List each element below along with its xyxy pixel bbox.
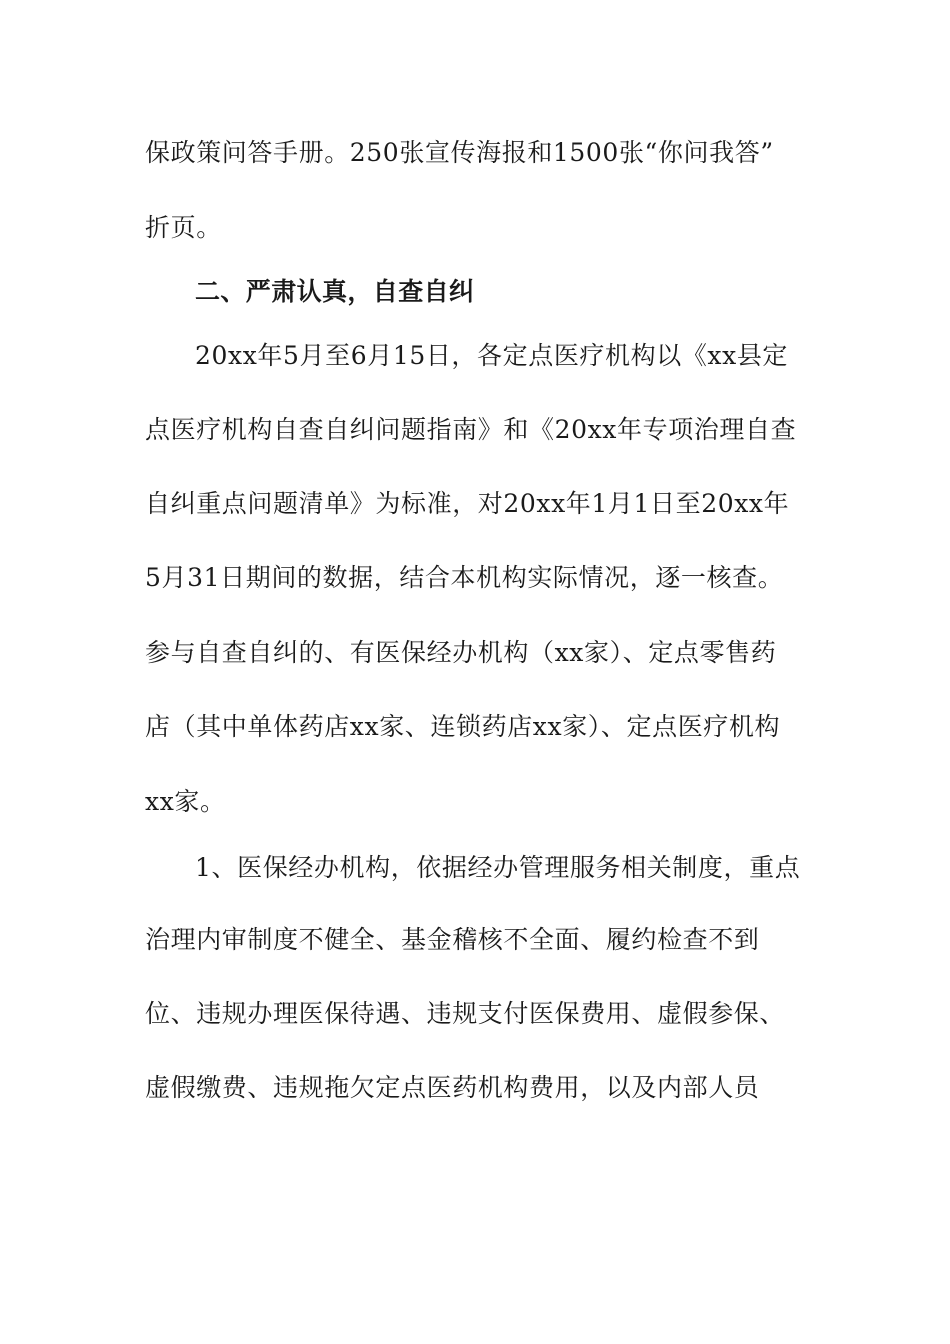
paragraph-line: 店（其中单体药店xx家、连锁药店xx家）、定点医疗机构 [145, 712, 781, 741]
paragraph-line: 虚假缴费、违规拖欠定点医药机构费用，以及内部人员 [145, 1073, 760, 1102]
paragraph-line: 5月31日期间的数据，结合本机构实际情况，逐一核查。 [145, 563, 784, 592]
section-heading: 二、严肃认真，自查自纠 [195, 277, 475, 306]
paragraph-line: 折页。 [145, 213, 222, 242]
paragraph-line: 治理内审制度不健全、基金稽核不全面、履约检查不到 [145, 925, 760, 954]
paragraph-line: xx家。 [145, 787, 226, 816]
paragraph-line: 点医疗机构自查自纠问题指南》和《20xx年专项治理自查 [145, 415, 797, 444]
paragraph-line: 20xx年5月至6月15日，各定点医疗机构以《xx县定 [195, 341, 789, 370]
paragraph-line: 保政策问答手册。250张宣传海报和1500张“你问我答” [145, 138, 774, 167]
paragraph-line: 参与自查自纠的、有医保经办机构（xx家）、定点零售药 [145, 638, 777, 667]
paragraph-line: 位、违规办理医保待遇、违规支付医保费用、虚假参保、 [145, 999, 786, 1028]
paragraph-line: 自纠重点问题清单》为标准，对20xx年1月1日至20xx年 [145, 489, 790, 518]
paragraph-line: 1、医保经办机构，依据经办管理服务相关制度，重点 [195, 853, 801, 882]
